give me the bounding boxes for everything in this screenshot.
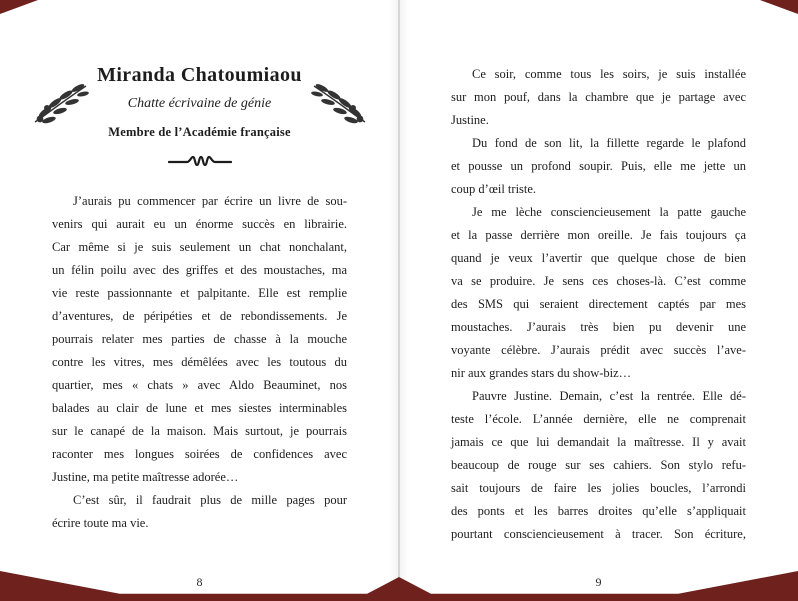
squiggle-divider-icon: [0, 153, 399, 171]
text-line: raconter mes longues soirées de confidences avec: [52, 447, 347, 461]
text-line: jamais ce que lui demandait la maîtresse. Il y avait: [451, 435, 746, 449]
text-line: vie reste passionnante et palpitante. Elle est remplie: [52, 286, 347, 300]
author-affiliation: Membre de l’Académie française: [108, 125, 291, 139]
text-line: Pauvre Justine. Demain, c’est la rentrée. Elle dé-: [472, 389, 746, 403]
chapter-header: [0, 64, 399, 140]
text-line: Je me lèche consciencieusement la patte gauche: [472, 205, 746, 219]
text-line: des SMS qui seraient directement captés par mes: [451, 297, 746, 311]
page-right: [399, 0, 798, 601]
chapter-header-text: [94, 64, 306, 140]
text-line: sur mon pouf, dans la chambre que je partage avec: [451, 90, 746, 104]
text-line: pourtant consciencieusement à tracer. Son écriture,: [451, 527, 746, 541]
page-number-left: 8: [196, 575, 203, 589]
paragraph: [451, 201, 746, 385]
text-line: teste l’école. L’année dernière, elle ne comprenait: [451, 412, 746, 426]
text-line: sait toujours de faire les jolies boucles, l’arrondi: [451, 481, 746, 495]
page-gutter: [398, 0, 400, 601]
text-line: coup d’œil triste.: [451, 182, 537, 196]
paragraph: [451, 132, 746, 201]
text-line: Justine, ma petite maîtresse adorée…: [52, 470, 239, 484]
body-text-right: [451, 63, 746, 546]
text-line: J’aurais pu commencer par écrire un livre de sou-: [73, 194, 347, 208]
page-title: Miranda Chatoumiaou: [97, 64, 302, 86]
text-line: voyante célèbre. J’aurais prédit avec succès l’ave-: [451, 343, 746, 357]
text-line: beaucoup de rouge sur ses cahiers. Son stylo refu-: [451, 458, 746, 472]
text-line: sur le canapé de la maison. Mais surtout, je pourrais: [52, 424, 347, 438]
paragraph: [52, 190, 347, 489]
paragraph: [52, 489, 347, 535]
text-line: quartier, mes « chats » avec Aldo Beauminet, nos: [52, 378, 347, 392]
text-line: balades au clair de lune et mes siestes interminables: [52, 401, 347, 415]
page-subtitle: Chatte écrivaine de génie: [127, 96, 272, 111]
text-line: et la passe derrière mon oreille. Je fais toujours ça: [451, 228, 746, 242]
text-line: Car même si je suis seulement un chat nonchalant,: [52, 240, 347, 254]
text-line: un félin poilu avec des griffes et des moustaches, ma: [52, 263, 347, 277]
text-line: des ponts et les barres droites qu’elle s’appliquait: [451, 504, 746, 518]
paragraph: [451, 63, 746, 132]
body-text-left: [52, 190, 347, 535]
text-line: d’aventures, de péripéties et de rebondissements. Je: [52, 309, 347, 323]
olive-branch-left-icon: [32, 78, 90, 126]
text-line: Ce soir, comme tous les soirs, je suis installée: [472, 67, 746, 81]
text-line: nir aux grandes stars du show-biz…: [451, 366, 632, 380]
text-line: quand je veux l’avertir que quelque chose de bien: [451, 251, 746, 265]
paragraph: [451, 385, 746, 546]
text-line: Du fond de son lit, la fillette regarde le plafond: [472, 136, 746, 150]
text-line: moustaches. J’aurais très bien pu devenir une: [451, 320, 746, 334]
text-line: Justine.: [451, 113, 489, 127]
text-line: C’est sûr, il faudrait plus de mille pages pour: [73, 493, 347, 507]
text-line: venirs qui aurait eu un énorme succès en librairie.: [52, 217, 347, 231]
text-line: contre les vitres, mes démêlées avec les toutous du: [52, 355, 347, 369]
page-number-right: 9: [595, 575, 602, 589]
text-line: pourrais relater mes parties de chasse à la mouche: [52, 332, 347, 346]
olive-branch-right-icon: [310, 78, 368, 126]
text-line: et pousse un profond soupir. Puis, elle me jette un: [451, 159, 746, 173]
text-line: va se produire. Je sens ces choses-là. C’est comme: [451, 274, 746, 288]
text-line: écrire toute ma vie.: [52, 516, 149, 530]
